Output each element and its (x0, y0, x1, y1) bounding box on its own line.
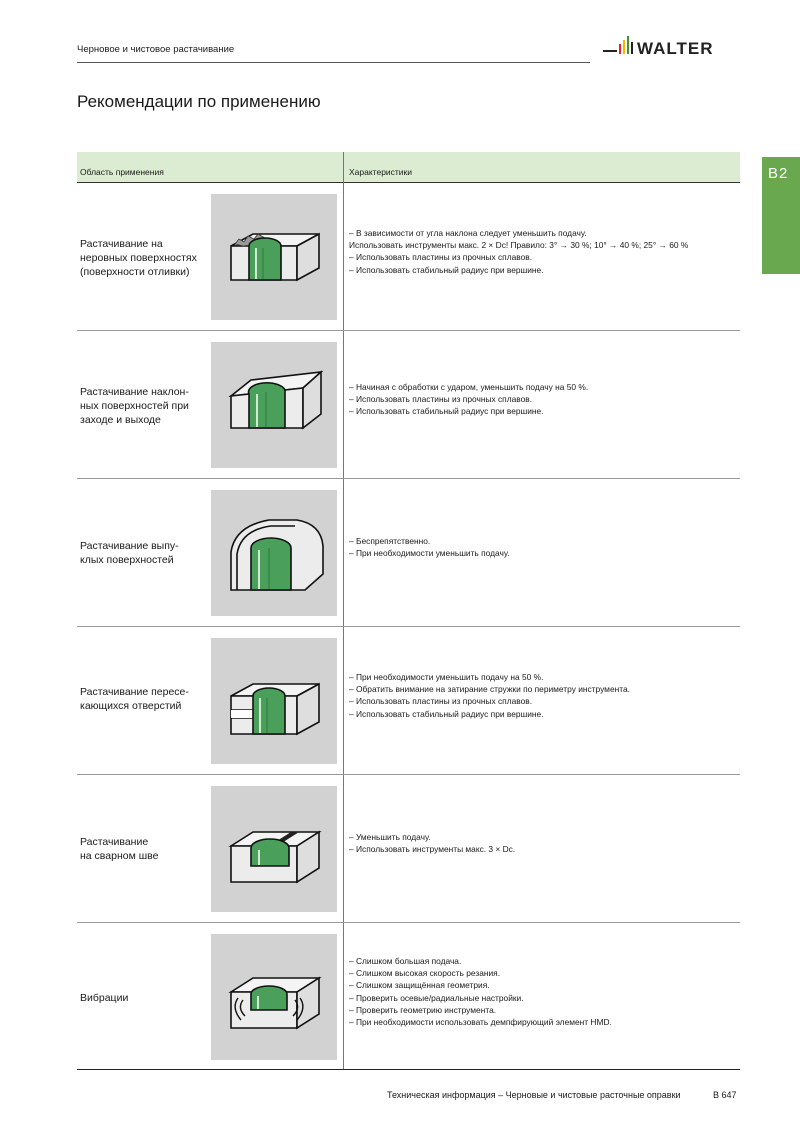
page-title: Рекомендации по применению (77, 92, 321, 111)
table-row (77, 775, 740, 923)
table-row (77, 479, 740, 627)
section-tab (762, 157, 800, 274)
header-rule (77, 62, 590, 63)
weld-seam-bore-icon (211, 786, 337, 912)
row-label: Растачивание выпу- клых поверхностей (80, 540, 179, 566)
walter-logo (603, 32, 743, 60)
footer-text: Техническая информация – Черновые и чистовые расточные оправки (387, 1090, 681, 1100)
table-row (77, 923, 740, 1071)
col-header-area: Область применения (80, 167, 164, 177)
table-header (77, 152, 740, 183)
table-bottom-rule (77, 1069, 740, 1070)
convex-surface-bore-icon (211, 490, 337, 616)
page-number: B 647 (713, 1090, 737, 1100)
table-row (77, 183, 740, 331)
table-row (77, 331, 740, 479)
row-description: – При необходимости уменьшить подачу на 50 %. – Обратить внимание на затирание стружки по периметру инструмента. – Использовать пластины из прочных сплавов. – Использовать стабильный радиус при вершине. (349, 672, 630, 719)
row-label: Растачивание на неровных поверхностях (поверхности отливки) (80, 238, 197, 278)
header-title: Черновое и чистовое растачивание (77, 44, 235, 55)
row-description: – Начиная с обработки с ударом, уменьшить подачу на 50 %. – Использовать пластины из прочных сплавов. – Использовать стабильный радиус при вершине. (349, 382, 589, 417)
row-label: Растачивание пересе- кающихся отверстий (80, 686, 189, 712)
rough-surface-bore-icon (211, 194, 337, 320)
row-description: – Слишком большая подача. – Слишком высокая скорость резания. – Слишком защищённая геометрия. – Проверить осевые/радиальные настройки. – Проверить геометрию инструмента. – При необходимости использовать демпфирующий элемент HMD. (349, 956, 612, 1028)
row-label: Растачивание наклон- ных поверхностей при заходе и выходе (80, 386, 189, 426)
row-label: Растачивание на сварном шве (80, 836, 159, 862)
row-description: – Беспрепятственно. – При необходимости уменьшить подачу. (349, 536, 510, 559)
table-row (77, 627, 740, 775)
col-header-characteristics: Характеристики (349, 167, 413, 177)
intersecting-holes-bore-icon (211, 638, 337, 764)
vibration-bore-icon (211, 934, 337, 1060)
row-label: Вибрации (80, 992, 129, 1004)
section-tab-label: B2 (768, 165, 789, 182)
row-description: – В зависимости от угла наклона следует уменьшить подачу. Использовать инструменты макс. 2 × Dc! Правило: 3° → 30 %; 10° → 40 %; 25° → 60 % – Использовать пластины из прочных сплавов. – Использовать стабильный радиус при вершине. (349, 228, 689, 275)
inclined-surface-bore-icon (211, 342, 337, 468)
svg-text:WALTER: WALTER (637, 39, 714, 58)
row-description: – Уменьшить подачу. – Использовать инструменты макс. 3 × Dc. (349, 832, 516, 855)
